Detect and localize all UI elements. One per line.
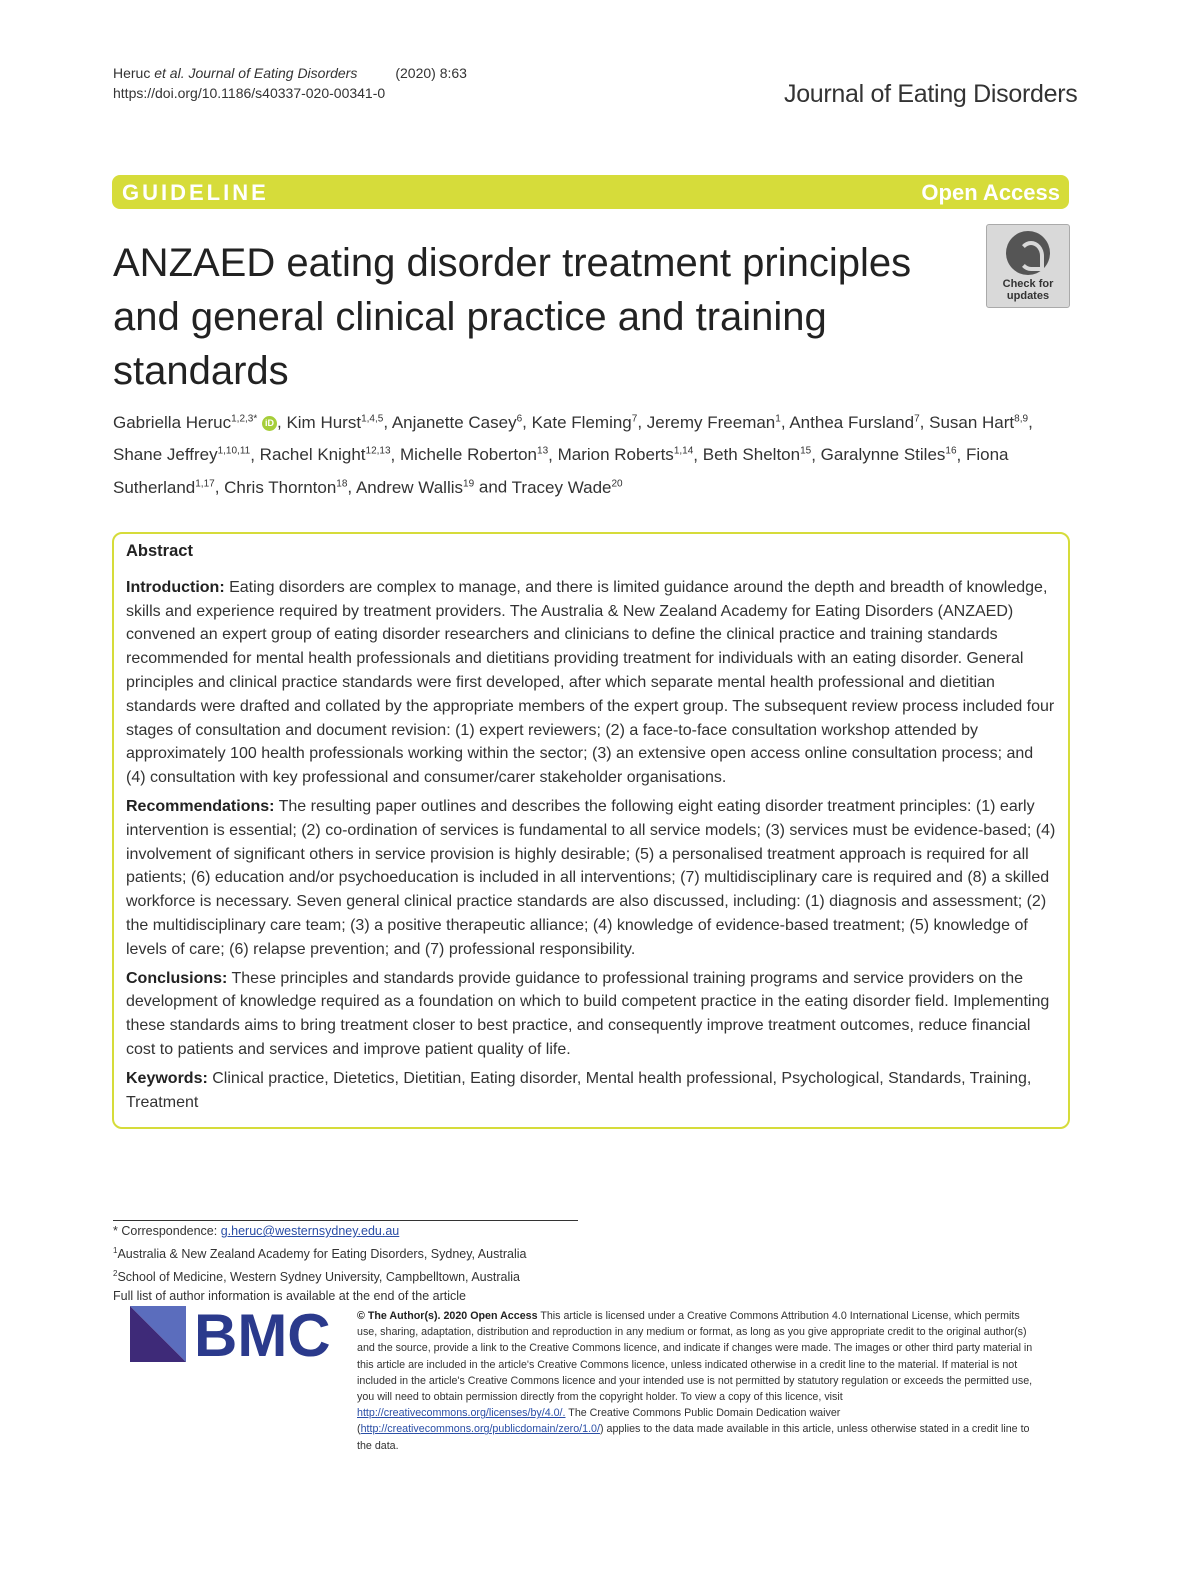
author-affiliation: 19 xyxy=(463,478,475,490)
author-affiliation: 1,10,11 xyxy=(217,445,251,457)
author-name: Michelle Roberton xyxy=(400,445,538,465)
author[interactable] xyxy=(356,478,474,497)
license-link-by[interactable]: http://creativecommons.org/licenses/by/4.0/. xyxy=(357,1407,566,1420)
author-name: Jeremy Freeman xyxy=(646,412,776,432)
article-title: ANZAED eating disorder treatment principles and general clinical practice and training standards xyxy=(113,241,912,393)
license-text-3: ) applies to the data made available in this article, unless otherwise stated in a credit line to the data. xyxy=(357,1423,1030,1452)
author-affiliation: 12,13 xyxy=(365,445,391,457)
author-name: Gabriella Heruc xyxy=(113,412,232,432)
author-affiliation: 1,4,5 xyxy=(361,413,384,424)
abstract-conclusions xyxy=(126,967,1056,1062)
correspondence-label: * Correspondence: xyxy=(113,1224,218,1238)
author-affiliation: 13 xyxy=(537,445,549,457)
citation-year: (2020) 8:63 xyxy=(395,65,467,81)
author-name: Kim Hurst xyxy=(286,412,362,432)
citation-etal: et al. xyxy=(154,65,185,81)
author-name: Kate Fleming xyxy=(531,412,632,432)
author-name: Tracey Wade xyxy=(511,477,612,497)
check-for-updates-label: Check for updates xyxy=(1002,278,1054,302)
author-affiliation: 16 xyxy=(945,445,957,457)
full-author-info-note: Full list of author information is available at the end of the article xyxy=(113,1289,466,1304)
author-name: Shane Jeffrey xyxy=(113,445,218,465)
author[interactable] xyxy=(260,445,391,464)
introduction-label: Introduction: xyxy=(126,578,225,596)
conclusions-label: Conclusions: xyxy=(126,969,228,987)
open-access-label: Open Access xyxy=(921,180,1060,205)
footnotes xyxy=(113,1222,583,1306)
author-name: Susan Hart xyxy=(929,412,1015,432)
keywords-text: Clinical practice, Dietetics, Dietitian, Eating disorder, Mental health professional, Psychological, Standards, Training, Treatment xyxy=(126,1069,1032,1111)
author-name: Marion Roberts xyxy=(557,445,674,465)
author[interactable] xyxy=(392,413,522,432)
author[interactable] xyxy=(286,413,383,432)
license-text-1: This article is licensed under a Creative Commons Attribution 4.0 International License, which permits use, sharing, adaptation, distribution and reproduction in any medium or format, as long as you give appropriate credit to the original author(s) and the source, provide a link to the Creative Commons licence, and indicate if changes were made. The images or other third party material in this article are included in the article's Creative Commons licence, unless indicated otherwise in a credit line to the material. If material is not included in the article's Creative Commons licence and your intended use is not permitted by statutory regulation or exceeds the permitted use, you will need to obtain permission directly from the copyright holder. To view a copy of this licence, visit xyxy=(357,1310,1033,1404)
author[interactable] xyxy=(113,445,250,464)
author-name: Fiona Sutherland xyxy=(113,445,1009,497)
affiliation-1-text: Australia & New Zealand Academy for Eating Disorders, Sydney, Australia xyxy=(117,1247,527,1262)
author[interactable] xyxy=(532,413,638,432)
author-affiliation: 7 xyxy=(631,413,638,424)
bmc-logo[interactable] xyxy=(130,1306,335,1362)
recommendations-text: The resulting paper outlines and describes the following eight eating disorder treatment principles: (1) early intervention is essential; (2) co-ordination of services is fundamental to all service models; (3) services must be evidence-based; (4) involvement of significant others in service provision is highly desirable; (5) a personalised treatment approach is required for all patients; (6) education and/or psychoeducation is included in all interventions; (7) multidisciplinary care is required and (8) a skilled workforce is necessary. Seven general clinical practice standards are also discussed, including: (1) diagnosis and assessment; (2) the multidisciplinary care team; (3) a positive therapeutic alliance; (4) knowledge of evidence-based treatment; (5) knowledge of levels of care; (6) relapse prevention; and (7) professional responsibility. xyxy=(126,797,1056,958)
recommendations-label: Recommendations: xyxy=(126,797,275,815)
orcid-icon[interactable]: iD xyxy=(262,416,277,431)
license-open-access-label: Open Access xyxy=(470,1310,538,1322)
correspondence-email-link[interactable]: g.heruc@westernsydney.edu.au xyxy=(220,1224,400,1238)
bmc-logo-text: BMC xyxy=(194,1306,331,1362)
abstract-recommendations xyxy=(126,795,1056,962)
author-affiliation: 1,14 xyxy=(673,445,694,457)
author-affiliation: 1,17 xyxy=(195,478,215,490)
abstract-heading: Abstract xyxy=(126,542,193,560)
conclusions-text: These principles and standards provide guidance to professional training programs and service providers on the development of knowledge required as a foundation on which to build competent practice in the eating disorder field. Implementing these standards aims to bring treatment closer to best practice, and consequently improve treatment outcomes, reduce financial cost to patients and services and improve patient quality of life. xyxy=(126,969,1050,1058)
author-name: Chris Thornton xyxy=(224,477,337,497)
copyright-label: © The Author(s). 2020 xyxy=(357,1310,468,1322)
check-for-updates-icon xyxy=(1006,231,1050,275)
author[interactable] xyxy=(647,413,781,432)
author-affiliation: 7 xyxy=(914,413,920,424)
author-name: Garalynne Stiles xyxy=(820,445,946,465)
check-for-updates-badge[interactable] xyxy=(986,224,1070,308)
abstract-introduction xyxy=(126,576,1056,790)
article-type-label: GUIDELINE xyxy=(122,180,269,205)
affiliation-2-text: School of Medicine, Western Sydney University, Campbelltown, Australia xyxy=(117,1270,520,1285)
author-list: Gabriella Heruc$^{1,2,3*}$ iD , Kim Hurst$^{1,4,5}$, Anjanette Casey$^6$, Kate Fleming$^7$, Jeremy Freeman$^1$, Anthea Fursland$^7$, Susan Hart$^{8,9}$, Shane Jeffrey$^{1,10,11}$, Rachel Knight$^{12,13}$, Michelle Roberton$^{13}$, Marion Roberts$^{1,14}$, Beth Shelton$^{15}$, Garalynne Stiles$^{16}$, Fiona Sutherland$^{1,17}$, Chris Thornton$^{18}$, Andrew Wallis$^{19}$ and Tracey Wade$^{20}$ xyxy=(113,412,1033,497)
license-text-2: The Creative Commons Public Domain Dedication waiver ( xyxy=(357,1407,841,1436)
author[interactable] xyxy=(789,413,919,432)
author-name: Andrew Wallis xyxy=(355,477,464,497)
author[interactable] xyxy=(703,445,811,464)
doi-link[interactable]: https://doi.org/10.1186/s40337-020-00341-0 xyxy=(113,85,386,101)
author[interactable] xyxy=(821,445,957,464)
keywords-label: Keywords: xyxy=(126,1069,208,1087)
author-name: Anjanette Casey xyxy=(391,412,517,432)
affiliation-1-number: 1 xyxy=(113,1246,118,1255)
author-affiliation: 18 xyxy=(336,478,348,490)
author-affiliation: 1,2,3* xyxy=(231,413,258,424)
citation-prefix: Heruc xyxy=(113,65,155,81)
correspondence-line xyxy=(113,1222,583,1241)
license-text xyxy=(357,1308,1037,1454)
author-affiliation: 6 xyxy=(516,413,523,424)
journal-name: Journal of Eating Disorders xyxy=(784,80,1078,108)
author[interactable] xyxy=(512,478,623,497)
author-name: Beth Shelton xyxy=(702,445,801,465)
author-name: Anthea Fursland xyxy=(789,412,915,432)
author[interactable] xyxy=(400,445,548,464)
abstract-content xyxy=(126,540,1056,1119)
affiliation-2-number: 2 xyxy=(113,1269,118,1279)
author-name: Rachel Knight xyxy=(259,445,366,465)
author[interactable] xyxy=(558,445,694,464)
author-affiliation: 1 xyxy=(775,413,781,424)
author-affiliation: 8,9 xyxy=(1014,413,1029,424)
affiliation-1 xyxy=(113,1241,583,1264)
footnote-divider xyxy=(113,1220,578,1221)
author[interactable] xyxy=(113,413,277,432)
author[interactable] xyxy=(929,413,1028,432)
author-affiliation: 15 xyxy=(800,445,812,457)
author[interactable] xyxy=(224,478,347,497)
author-affiliation: 20 xyxy=(611,478,623,490)
introduction-text: Eating disorders are complex to manage, and there is limited guidance around the depth and breadth of knowledge, skills and experience required by treatment providers. The Australia & New Zealand Academy for Eating Disorders (ANZAED) convened an expert group of eating disorder researchers and clinicians to define the clinical practice and training standards recommended for mental health professionals and dietitians providing treatment for individuals with an eating disorder. General principles and clinical practice standards were first developed, after which separate mental health professional and dietitian standards were drafted and collated by the appropriate members of the expert group. The subsequent review process included four stages of consultation and document revision: (1) expert reviewers; (2) a face-to-face consultation workshop attended by approximately 100 health professionals working within the sector; (3) an extensive open access online consultation process; and (4) consultation with key professional and consumer/carer stakeholder organisations. xyxy=(126,578,1055,787)
affiliation-2 xyxy=(113,1264,583,1287)
citation-line xyxy=(113,63,467,83)
citation-journal: Journal of Eating Disorders xyxy=(188,65,358,81)
license-link-zero[interactable]: http://creativecommons.org/publicdomain/zero/1.0/ xyxy=(360,1423,600,1436)
abstract-keywords xyxy=(126,1067,1056,1115)
